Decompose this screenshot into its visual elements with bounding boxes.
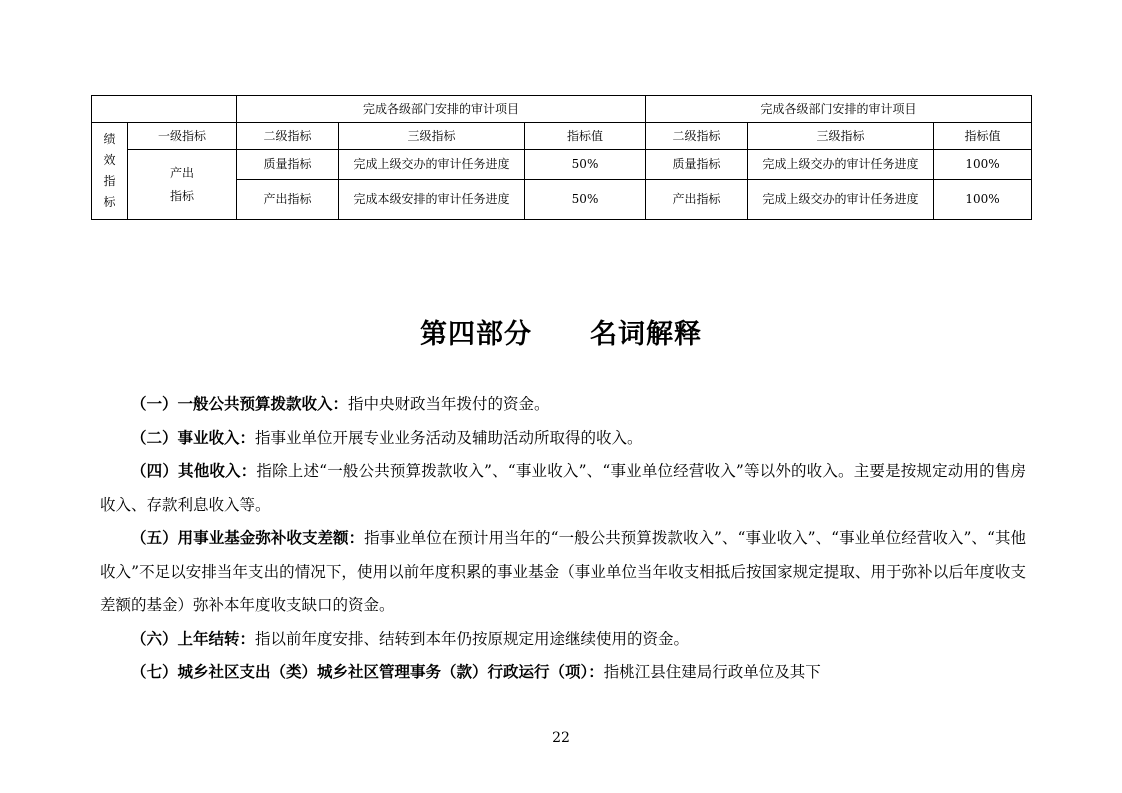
col-header-level3: 三级指标 [339,123,525,150]
glossary-definition: 指桃江县住建局行政单位及其下 [603,663,821,681]
row1-level3-b: 完成上级交办的审计任务进度 [748,150,934,180]
row1-value-b: 100% [934,150,1032,180]
page-number: 22 [552,730,570,746]
glossary-item [100,623,1026,657]
group-header-2: 完成各级部门安排的审计项目 [646,96,1032,123]
performance-indicator-table [91,95,1032,220]
glossary-body [100,388,1026,690]
row1-level3: 完成上级交办的审计任务进度 [339,150,525,180]
row1-value: 50% [525,150,646,180]
group-header-1: 完成各级部门安排的审计项目 [237,96,646,123]
col-header-value-b: 指标值 [934,123,1032,150]
row1-level2: 质量指标 [237,150,339,180]
blank-header-cell [92,96,237,123]
side-label-performance-indicator: 绩 效 指 标 [92,123,128,220]
glossary-definition: 指中央财政当年拨付的资金。 [348,395,550,413]
glossary-item [100,455,1026,522]
row2-level3: 完成本级安排的审计任务进度 [339,180,525,220]
row2-value-b: 100% [934,180,1032,220]
row2-level2-b: 产出指标 [646,180,748,220]
section-title-name: 名词解释 [590,319,702,350]
glossary-definition: 指以前年度安排、结转到本年仍按原规定用途继续使用的资金。 [255,629,690,648]
row1-level2-b: 质量指标 [646,150,748,180]
section-title-part: 第四部分 [420,319,532,350]
table-row [92,150,1032,180]
row2-level2: 产出指标 [237,180,339,220]
table-group-header-row [92,96,1032,123]
glossary-term: （六）上年结转： [131,629,256,648]
glossary-term: （五）用事业基金弥补收支差额： [131,529,365,547]
level1-value-cell: 产出 指标 [128,150,237,220]
glossary-definition: 指事业单位开展专业业务活动及辅助活动所取得的收入。 [255,428,643,447]
glossary-term: （二）事业收入： [131,428,256,447]
col-header-value: 指标值 [525,123,646,150]
table-column-header-row [92,123,1032,150]
col-header-level2: 二级指标 [237,123,339,150]
col-header-level1: 一级指标 [128,123,237,150]
row2-level3-b: 完成上级交办的审计任务进度 [748,180,934,220]
section-title [0,312,1122,351]
glossary-item [100,422,1026,456]
glossary-definition: 指事业单位在预计用当年的“一般公共预算拨款收入”、“事业收入”、“事业单位经营收入”、“其他收入”不足以安排当年支出的情况下，使用以前年度积累的事业基金（事业单位当年收支相抵后按国家规定提取、用于弥补以后年度收支差额的基金）弥补本年度收支缺口的资金。 [100,529,1026,614]
glossary-term: （七）城乡社区支出（类）城乡社区管理事务（款）行政运行（项）： [131,663,604,681]
glossary-term: （四）其他收入： [131,462,257,480]
col-header-level2-b: 二级指标 [646,123,748,150]
glossary-item [100,656,1026,690]
col-header-level3-b: 三级指标 [748,123,934,150]
glossary-item [100,522,1026,623]
row2-value: 50% [525,180,646,220]
glossary-item [100,388,1026,422]
glossary-definition: 指除上述“一般公共预算拨款收入”、“事业收入”、“事业单位经营收入”等以外的收入。主要是按规定动用的售房收入、存款利息收入等。 [100,462,1026,514]
glossary-term: （一）一般公共预算拨款收入： [131,395,349,413]
